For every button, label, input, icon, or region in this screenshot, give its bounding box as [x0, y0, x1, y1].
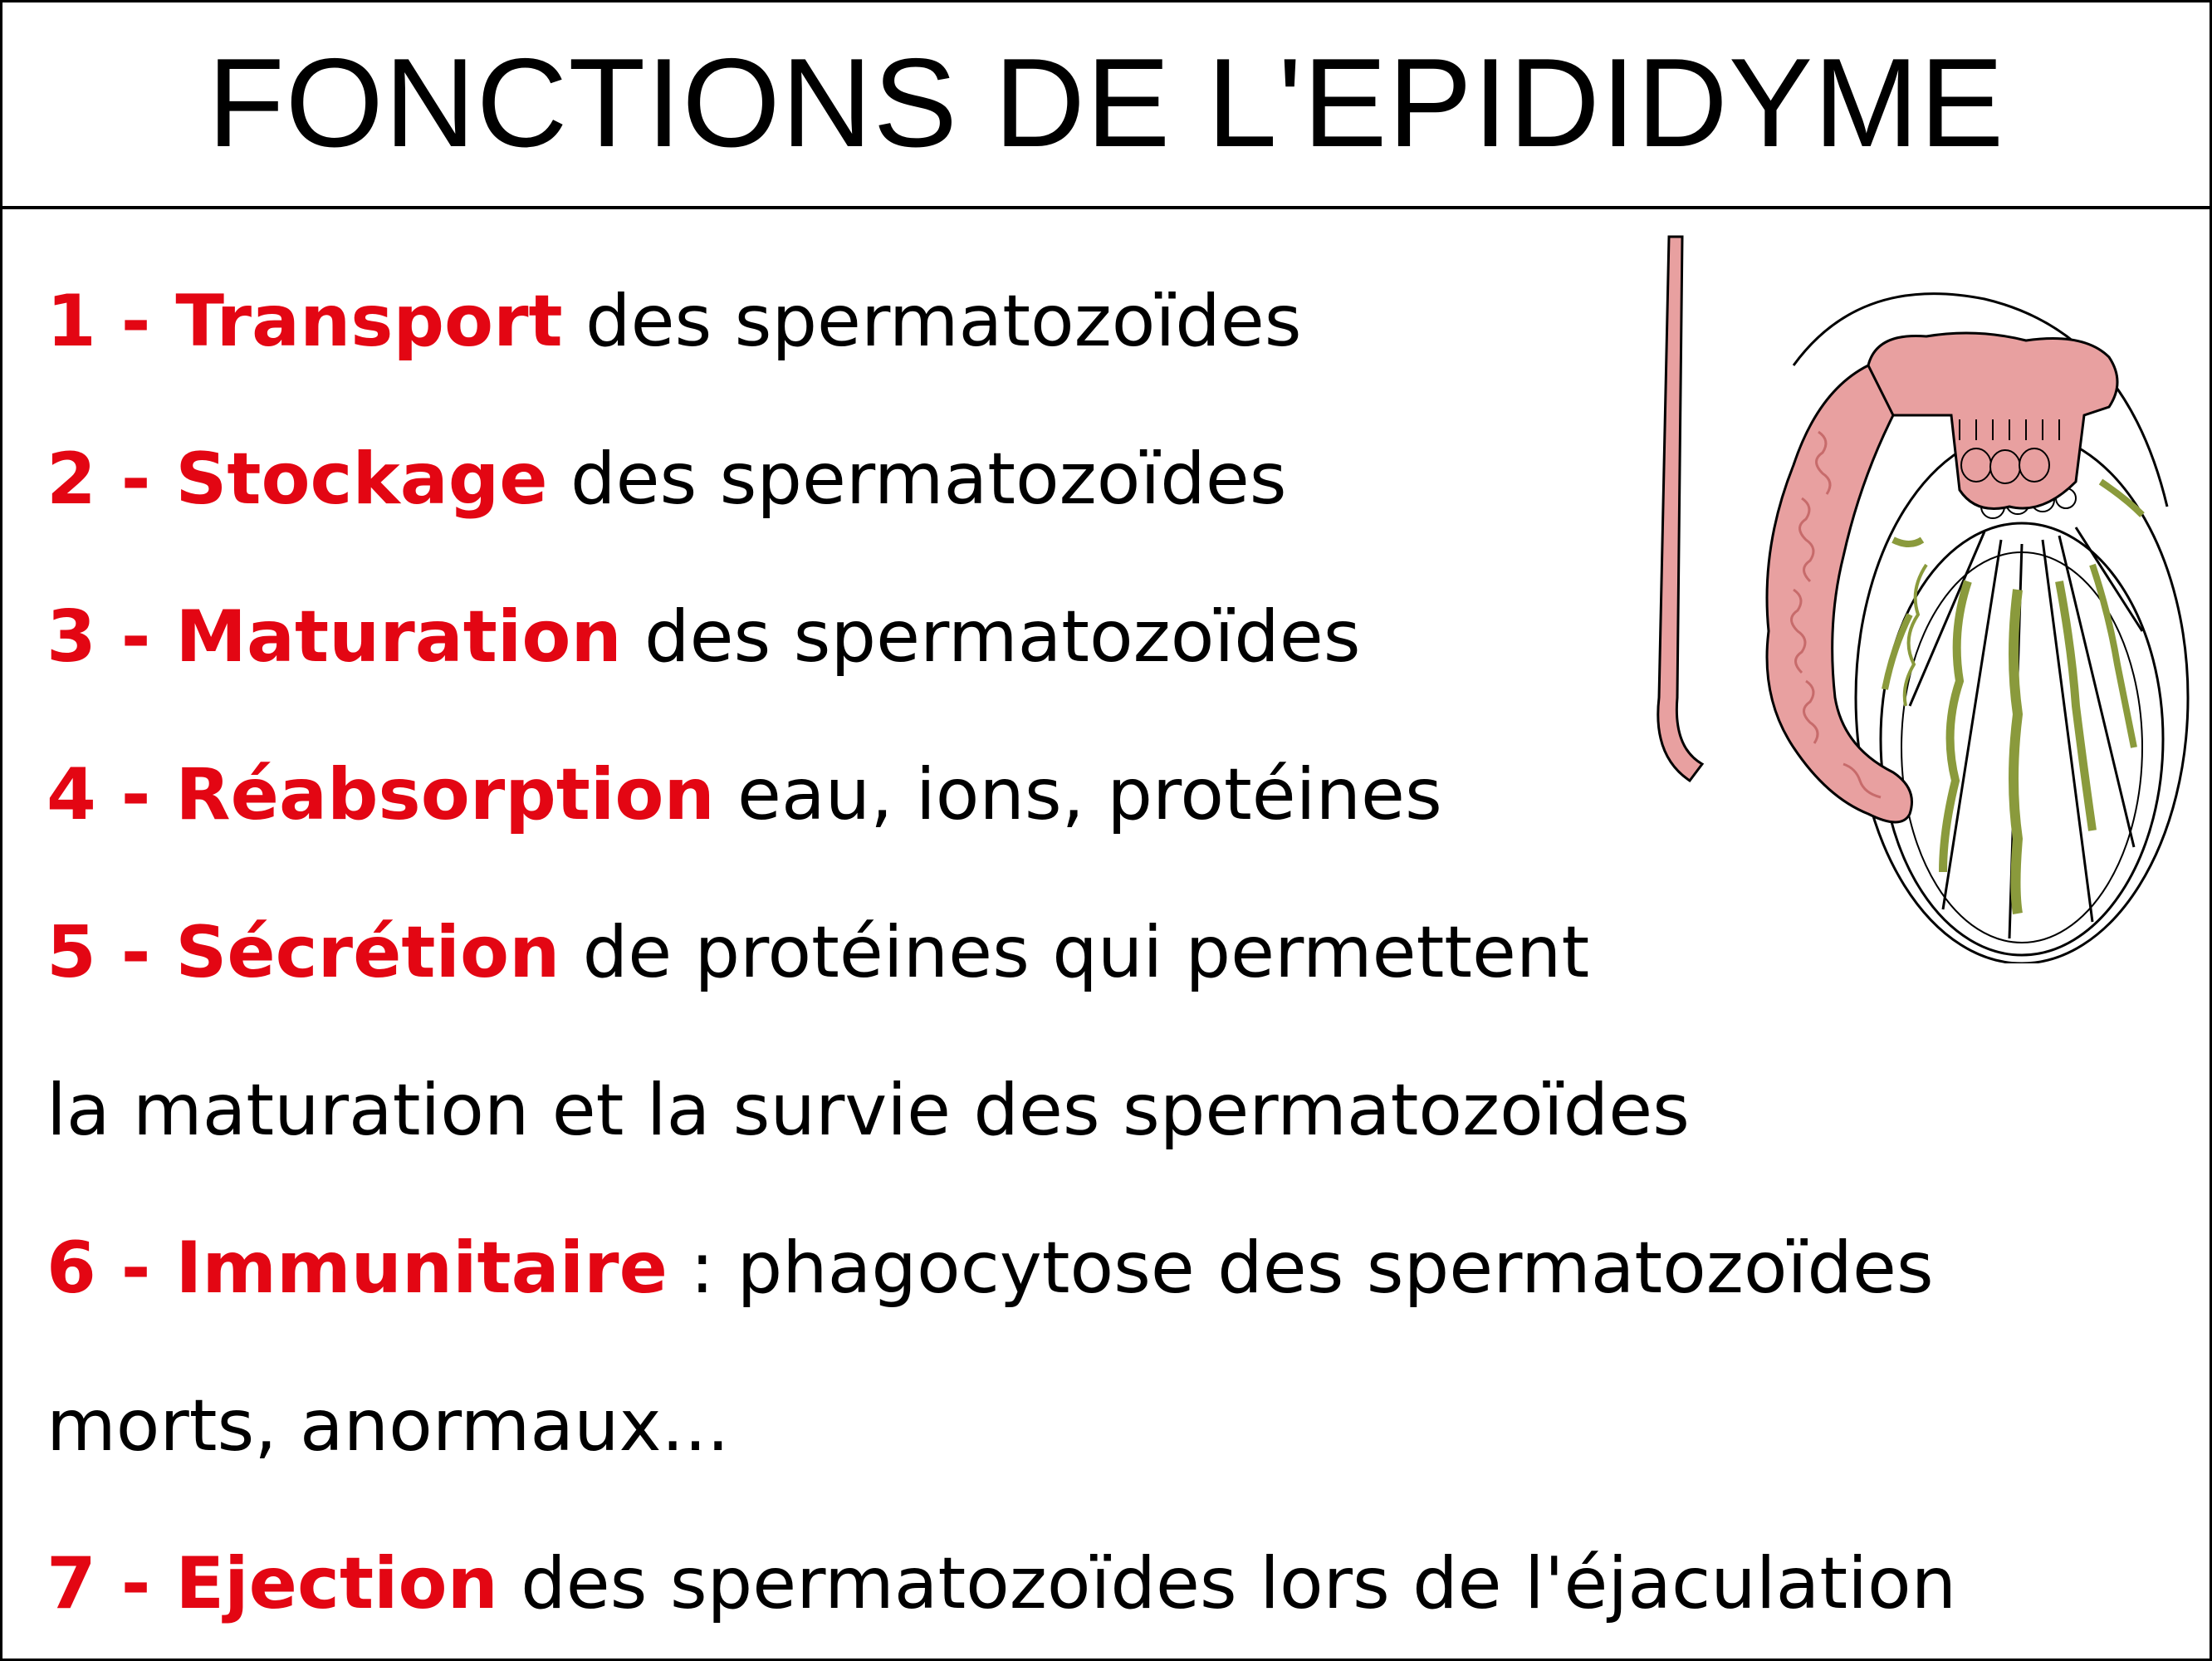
function-item-1: [46, 280, 1302, 363]
function-2-text: des spermatozoïdes: [547, 438, 1287, 521]
function-5-highlight: 5 - Sécrétion: [46, 911, 560, 994]
function-4-highlight: 4 - Réabsorption: [46, 753, 715, 836]
function-6-continuation: morts, anormaux...: [46, 1384, 730, 1467]
function-6-text: : phagocytose des spermatozoïdes: [667, 1227, 1934, 1310]
page-title: FONCTIONS DE L'EPIDIDYME: [207, 32, 2005, 174]
function-item-2: [46, 438, 1287, 521]
function-item-4: [46, 753, 1442, 836]
function-4-text: eau, ions, protéines: [714, 753, 1442, 836]
testis-epididymis-diagram-icon: [1594, 233, 2192, 963]
vas-deferens-shape: [1658, 237, 1702, 781]
function-3-text: des spermatozoïdes: [621, 595, 1361, 679]
function-item-7: [46, 1542, 1957, 1625]
efferent-ductules: [1961, 448, 2049, 483]
function-2-highlight: 2 - Stockage: [46, 438, 548, 521]
function-6-highlight: 6 - Immunitaire: [46, 1227, 668, 1310]
function-1-text: des spermatozoïdes: [562, 280, 1302, 363]
function-3-highlight: 3 - Maturation: [46, 595, 622, 679]
function-item-6: [46, 1227, 1934, 1310]
title-bar: [0, 0, 2212, 209]
function-5-text: de protéines qui permettent: [560, 911, 1590, 994]
function-item-3: [46, 595, 1361, 679]
function-1-highlight: 1 - Transport: [46, 280, 563, 363]
function-item-5: [46, 911, 1590, 994]
function-5-continuation: la maturation et la survie des spermatozoïdes: [46, 1069, 1690, 1152]
function-7-text: des spermatozoïdes lors de l'éjaculation: [497, 1542, 1957, 1625]
function-7-highlight: 7 - Ejection: [46, 1542, 498, 1625]
